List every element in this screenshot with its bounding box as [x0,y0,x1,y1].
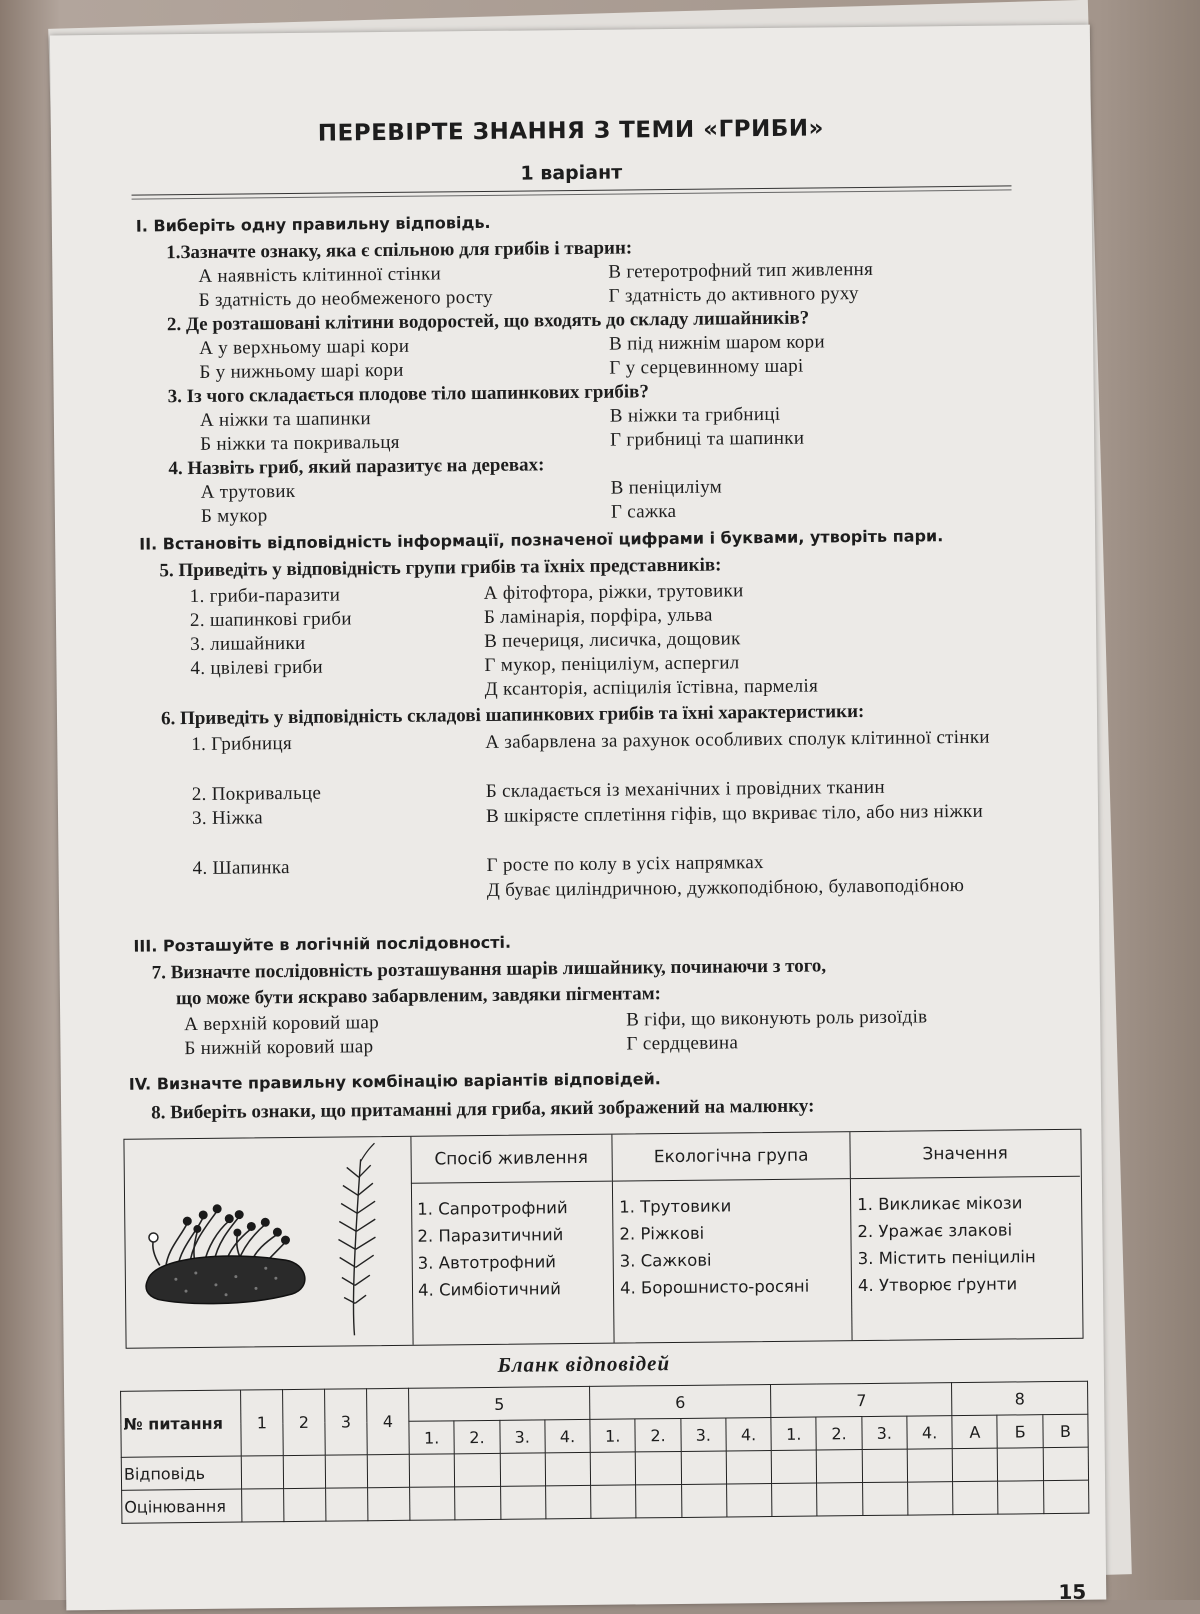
answer-cell[interactable] [367,1454,409,1487]
question-number: 7 [771,1383,952,1418]
answer-cell[interactable] [545,1452,591,1485]
ergot-mold-drawing-icon [124,1137,412,1348]
list-item: 2. Ріжкові [619,1223,705,1244]
sub-number: 1. [409,1421,455,1454]
score-cell[interactable] [681,1484,727,1517]
answer-sheet-title: Бланк відповідей [497,1351,671,1377]
sub-number: 2. [454,1420,500,1453]
list-item: 1. Викликає мікози [857,1193,1023,1215]
match-left-item: 2. шапинкові гриби [189,608,352,632]
sub-number: 1. [771,1417,817,1450]
list-item: 3. Автотрофний [417,1252,557,1273]
option: А ніжки та шапинки [199,408,372,431]
question-5: 5. Приведіть у відповідність групи грибів та їхніх представників: [159,554,722,582]
row-label: Відповідь [121,1456,241,1490]
fungus-illustration [124,1137,413,1348]
match-right-item: Г мукор, пеніциліум, аспергил [484,652,740,676]
match-right-item: Г росте по колу в усіх напрямках [486,852,764,876]
question-number: 4 [367,1388,410,1454]
option: А трутовик [200,480,296,503]
option: Б у нижньому шарі кори [199,359,404,383]
match-left-item: 4. цвілеві гриби [190,656,324,680]
match-right-item: В шкірясте сплетіння гіфів, що вкриває тіло, або низ ніжки [485,800,984,827]
column-header: Спосіб живлення [410,1135,611,1184]
sub-number: 1. [590,1419,636,1452]
question-7-cont: що може бути яскраво забарвленим, завдяки пігментам: [175,983,662,1010]
list-item: 3. Містить пеніцилін [857,1247,1036,1269]
answer-cell[interactable] [862,1449,908,1482]
option: В гетеротрофний тип живлення [608,258,874,283]
column-header: Екологічна група [612,1132,849,1181]
question-8-table [123,1129,1083,1349]
option: В пеніциліум [610,476,723,499]
section-heading: III. Розташуйте в логічній послідовності. [133,932,512,956]
row-label: Оцінювання [122,1489,242,1523]
question-number: 2 [283,1389,326,1455]
option: Г сердцевина [626,1032,739,1055]
answer-cell[interactable] [907,1449,953,1482]
list-item: 4. Утворює ґрунти [857,1274,1018,1296]
match-left-item: 3. Ніжка [191,807,264,830]
ecology-column [612,1132,852,1342]
score-cell[interactable] [500,1486,546,1519]
score-cell[interactable] [242,1489,284,1522]
option: А у верхньому шарі кори [199,335,410,359]
significance-column [850,1130,1081,1340]
question-2: 2. Де розташовані клітини водоростей, що входять до складу лишайників? [166,307,810,336]
page-number: 15 [1058,1579,1087,1605]
score-cell[interactable] [998,1481,1044,1514]
match-right-item: А забарвлена за рахунок особливих сполук клітинної стінки [485,726,990,753]
sub-number: 4. [545,1419,591,1452]
list-item: 2. Уражає злакові [857,1220,1013,1242]
score-cell[interactable] [726,1484,772,1517]
match-left-item: 4. Шапинка [192,857,290,880]
sub-number: 2. [635,1418,681,1451]
option: Б здатність до необмеженого росту [198,286,493,311]
answer-cell[interactable] [998,1448,1044,1481]
score-cell[interactable] [284,1488,326,1521]
sub-number: 3. [862,1416,908,1449]
score-cell[interactable] [1043,1480,1089,1513]
match-right-item: А фітофтора, ріжки, трутовики [483,580,744,604]
question-1: 1.Зазначте ознаку, яка є спільною для грибів і тварин: [166,237,633,264]
answer-cell[interactable] [325,1455,367,1488]
match-right-item: В печериця, лисичка, дощовик [484,628,741,652]
score-cell[interactable] [636,1484,682,1517]
section-heading: IV. Визначте правильну комбінацію варіантів відповідей. [128,1069,661,1094]
answer-cell[interactable] [283,1455,325,1488]
match-right-item: Д ксанторія, аспіцилія їстівна, пармелія [484,675,819,700]
sub-number: 4. [726,1418,772,1451]
question-number: 1 [241,1390,284,1456]
list-item: 2. Паразитичний [417,1225,564,1246]
option: Б мукор [200,505,268,527]
question-4: 4. Назвіть гриб, який паразитує на деревах: [168,454,545,480]
option: А наявність клітинної стінки [198,263,442,287]
score-cell[interactable] [953,1481,999,1514]
match-left-item: 2. Покривальце [191,782,322,806]
score-cell[interactable] [862,1482,908,1515]
match-left-item: 1. Грибниця [191,732,293,756]
section-heading: I. Виберіть одну правильну відповідь. [135,212,491,236]
question-number: 3 [325,1389,368,1455]
sub-number: 3. [499,1420,545,1453]
sub-letter: А [952,1415,998,1448]
option: В ніжки та грибниці [609,403,781,427]
score-cell[interactable] [772,1483,818,1516]
score-cell[interactable] [591,1485,637,1518]
answer-cell[interactable] [636,1451,682,1484]
question-8: 8. Виберіть ознаки, що притаманні для гриба, який зображений на малюнку: [151,1095,815,1124]
question-number: 6 [590,1385,771,1420]
question-number: 5 [409,1386,590,1421]
answer-cell[interactable] [590,1452,636,1485]
match-left-item: 3. лишайники [190,632,306,656]
option: Б нижній коровий шар [184,1036,374,1060]
list-item: 1. Сапротрофний [417,1198,568,1219]
row-label: № питання [121,1390,242,1457]
sub-number: 3. [680,1418,726,1451]
score-cell[interactable] [907,1482,953,1515]
match-right-item: Б ламінарія, порфіра, ульва [483,604,713,628]
answer-cell[interactable] [952,1448,998,1481]
score-cell[interactable] [410,1487,456,1520]
list-item: 4. Борошнисто-росяні [619,1276,810,1298]
section-heading: II. Встановіть відповідність інформації, позначеної цифрами і буквами, утворіть пари. [139,526,944,554]
column-header: Значення [850,1130,1079,1179]
sub-letter: В [1043,1414,1089,1447]
answer-cell[interactable] [500,1453,546,1486]
answer-sheet-table [120,1381,1089,1524]
option: В під нижнім шаром кори [609,331,826,355]
answer-cell[interactable] [409,1454,455,1487]
option: Г грибниці та шапинки [610,427,805,451]
score-cell[interactable] [326,1488,368,1521]
variant-label: 1 варіант [520,161,623,185]
sub-number: 2. [816,1417,862,1450]
answer-cell[interactable] [771,1450,817,1483]
list-item: 4. Симбіотичний [417,1279,561,1300]
answer-cell[interactable] [1043,1447,1089,1480]
score-cell[interactable] [545,1485,591,1518]
option: Г сажка [610,500,677,523]
answer-cell[interactable] [241,1456,283,1489]
nutrition-column [410,1135,614,1345]
score-cell[interactable] [455,1486,501,1519]
list-item: 3. Сажкові [619,1250,712,1271]
match-left-item: 1. гриби-паразити [189,584,341,608]
match-right-item: Д буває циліндричною, дужкоподібною, булавоподібною [486,874,965,901]
question-7: 7. Визначте послідовність розташування шарів лишайнику, починаючи з того, [151,955,827,984]
page-title: ПЕРЕВІРТЕ ЗНАННЯ З ТЕМИ «ГРИБИ» [317,115,825,147]
question-6: 6. Приведіть у відповідність складові шапинкових грибів та їхні характеристики: [160,700,865,730]
score-cell[interactable] [817,1483,863,1516]
question-3: 3. Із чого складається плодове тіло шапинкових грибів? [167,381,649,408]
answer-cell[interactable] [681,1451,727,1484]
answer-cell[interactable] [455,1453,501,1486]
option: Г здатність до активного руху [608,283,859,307]
option: В гіфи, що виконують роль ризоїдів [626,1006,928,1031]
score-cell[interactable] [368,1487,410,1520]
option: А верхній коровий шар [184,1012,380,1036]
answer-cell[interactable] [817,1450,863,1483]
answer-cell[interactable] [726,1451,772,1484]
question-number: 8 [952,1381,1088,1415]
sub-letter: Б [997,1415,1043,1448]
match-right-item: Б складається із механічних і провідних тканин [485,776,885,802]
option: Б ніжки та покривальця [200,431,400,455]
option: Г у серцевинному шарі [609,355,804,379]
list-item: 1. Трутовики [619,1196,732,1217]
worksheet-page [50,25,1106,1611]
sub-number: 4. [907,1416,953,1449]
